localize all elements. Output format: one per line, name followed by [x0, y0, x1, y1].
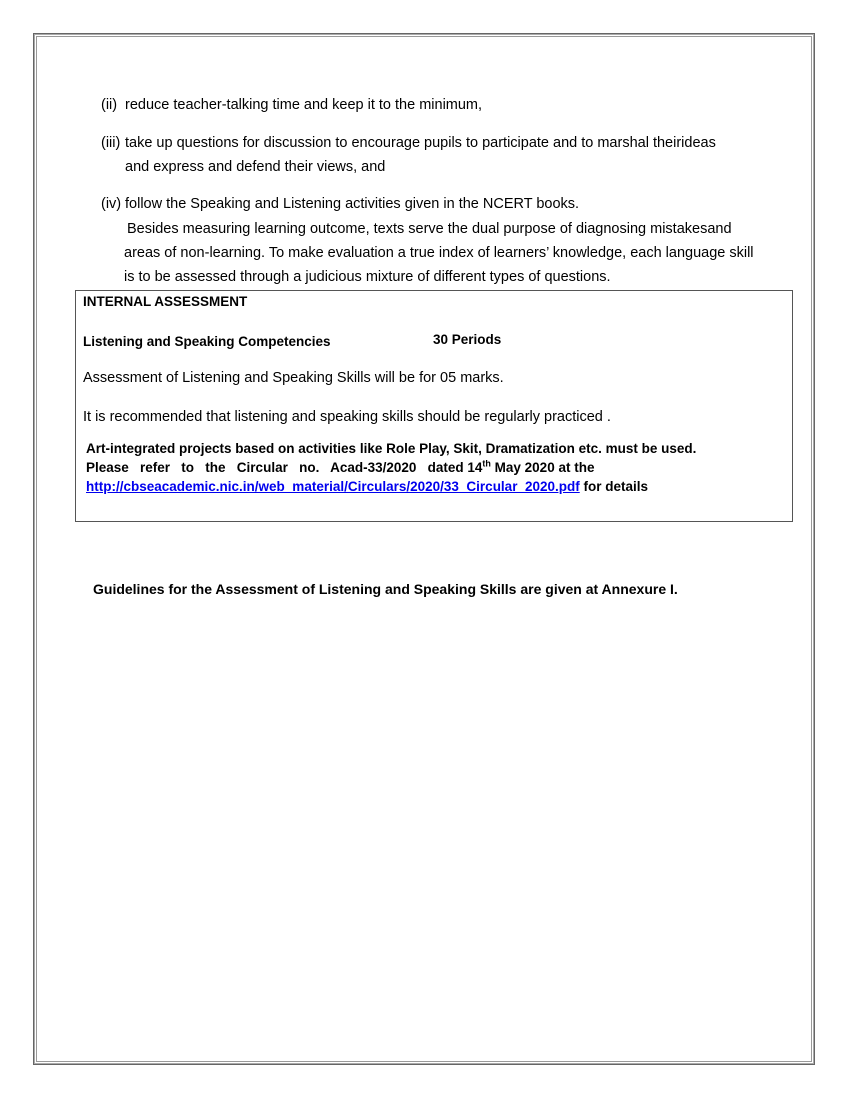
list-text: take up questions for discussion to encourage pupils to participate and to marshal theirideas	[125, 135, 716, 151]
page-border-inner	[36, 36, 812, 1062]
list-number: (iv)	[101, 196, 122, 212]
list-text: reduce teacher-talking time and keep it to the minimum,	[125, 97, 483, 113]
circular-text: Please refer to the Circular no. Acad-33/2020 dated 14	[86, 460, 483, 475]
list-item-ii	[101, 96, 482, 114]
list-item-iii-continued: and express and defend their views, and	[125, 159, 386, 175]
competency-label: Listening and Speaking Competencies	[83, 334, 331, 349]
box-heading: INTERNAL ASSESSMENT	[83, 294, 248, 309]
circular-text-end: May 2020 at the	[490, 460, 595, 475]
list-item-iii	[101, 134, 716, 152]
periods-label: 30 Periods	[433, 332, 502, 347]
marks-text: Assessment of Listening and Speaking Skills will be for 05 marks.	[83, 370, 504, 386]
circular-link[interactable]: http://cbseacademic.nic.in/web_material/Circulars/2020/33_Circular_2020.pdf	[86, 479, 580, 494]
paragraph-line: areas of non-learning. To make evaluation a true index of learners’ knowledge, each language skill	[124, 245, 754, 261]
link-suffix: for details	[579, 479, 648, 494]
paragraph-line: Besides measuring learning outcome, texts serve the dual purpose of diagnosing mistakesand	[127, 221, 732, 237]
date-suffix: th	[482, 458, 491, 469]
list-number: (ii)	[101, 97, 118, 113]
guidelines-text: Guidelines for the Assessment of Listening and Speaking Skills are given at Annexure I.	[93, 581, 678, 597]
link-line	[86, 478, 648, 496]
projects-line: Art-integrated projects based on activities like Role Play, Skit, Dramatization etc. must be used.	[86, 441, 697, 456]
list-number: (iii)	[101, 135, 121, 151]
list-item-iv	[101, 195, 579, 213]
circular-reference	[86, 459, 594, 477]
paragraph-line: is to be assessed through a judicious mixture of different types of questions.	[124, 269, 611, 285]
recommendation-text: It is recommended that listening and speaking skills should be regularly practiced .	[83, 409, 611, 425]
list-text: follow the Speaking and Listening activities given in the NCERT books.	[125, 196, 580, 212]
